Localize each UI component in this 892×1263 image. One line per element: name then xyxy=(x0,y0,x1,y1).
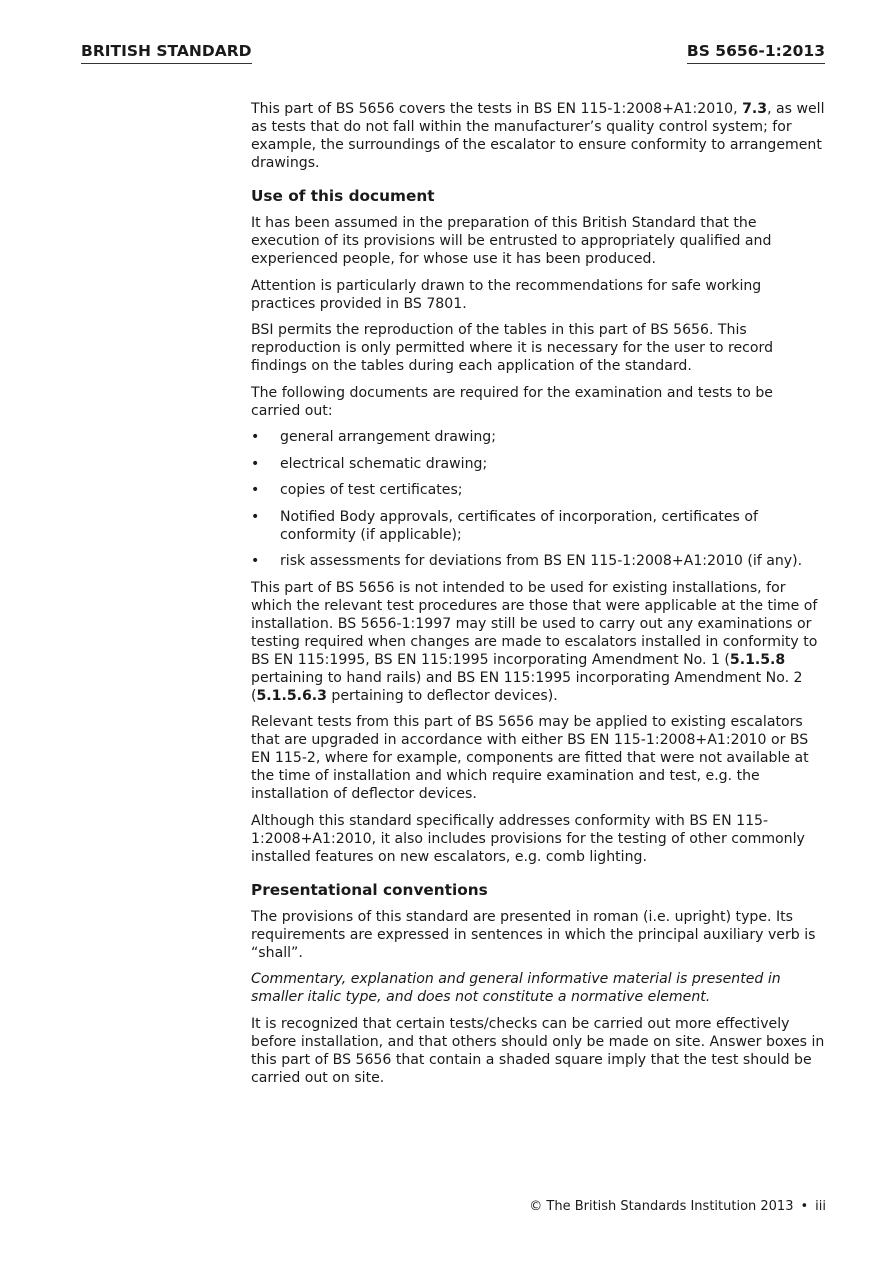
paragraph: Although this standard specifically addresses conformity with BS EN 115-1:2008+A1:2010, it also includes provisions for the testing of other commonly installed features on new escalators, e.g. comb lighting. xyxy=(251,812,805,865)
copyright-notice: © The British Standards Institution 2013 xyxy=(529,1199,794,1214)
clause-reference: 7.3 xyxy=(742,101,768,117)
required-documents-list xyxy=(251,428,826,570)
list-item: • risk assessments for deviations from BS EN 115-1:2008+A1:2010 (if any). xyxy=(251,552,826,570)
clause-reference: 5.1.5.6.3 xyxy=(256,687,327,704)
footer-separator: • xyxy=(800,1199,809,1214)
paragraph: The following documents are required for the examination and tests to be carried out: xyxy=(251,384,773,419)
page-footer xyxy=(529,1199,826,1215)
section-heading-use: Use of this document xyxy=(251,187,435,205)
list-item: • general arrangement drawing; xyxy=(251,428,826,446)
paragraph-text: This part of BS 5656 is not intended to be used for existing installations, for which the relevant test procedures are those that were applicable at the time of installation. BS 5656-1:1997 may still be used to carry out any examinations or testing required when changes are made to escalators installed in conformity to BS EN 115:1995, BS EN 115:1995 incorporating Amendment No. 1 ( xyxy=(251,579,818,668)
paragraph-existing-installations xyxy=(251,579,826,705)
list-item: • electrical schematic drawing; xyxy=(251,455,826,473)
intro-paragraph xyxy=(251,100,826,172)
paragraph: BSI permits the reproduction of the tables in this part of BS 5656. This reproduction is only permitted where it is necessary for the user to record findings on the tables during each application of the standard. xyxy=(251,322,774,374)
paragraph: It is recognized that certain tests/checks can be carried out more effectively before installation, and that others should only be made on site. Answer boxes in this part of BS 5656 that contain a shaded square imply that the test should be carried out on site. xyxy=(251,1015,825,1086)
clause-reference: 5.1.5.8 xyxy=(729,651,786,668)
header-document-number: BS 5656-1:2013 xyxy=(687,40,825,64)
list-item: • copies of test certificates; xyxy=(251,481,826,499)
paragraph: It has been assumed in the preparation of this British Standard that the execution of its provisions will be entrusted to appropriately qualified and experienced people, for whose use it has been produced. xyxy=(251,215,772,267)
paragraph: Relevant tests from this part of BS 5656 may be applied to existing escalators that are upgraded in accordance with either BS EN 115-1:2008+A1:2010 or BS EN 115-2, where for example, components are fitted that were not available at the time of installation and which require examination and test, e.g. the installation of deflector devices. xyxy=(251,714,809,802)
document-body xyxy=(251,100,826,1095)
paragraph-text: pertaining to hand rails) and BS EN 115:1995 incorporating Amendment No. 2 ( xyxy=(251,669,803,704)
paragraph: The provisions of this standard are presented in roman (i.e. upright) type. Its requirements are expressed in sentences in which the principal auxiliary verb is “shall”. xyxy=(251,908,816,961)
page-number: iii xyxy=(815,1199,826,1214)
header-left-title: BRITISH STANDARD xyxy=(81,40,252,64)
commentary-paragraph xyxy=(251,970,826,1006)
list-item: • Notified Body approvals, certificates of incorporation, certificates of conformity (if applicable); xyxy=(251,508,826,544)
paragraph-text: pertaining to deflector devices). xyxy=(326,687,558,704)
paragraph: Attention is particularly drawn to the recommendations for safe working practices provided in BS 7801. xyxy=(251,277,762,312)
intro-text-continued: , as well as tests that do not fall within the manufacturer’s quality control system; for example, the surroundings of the escalator to ensure conformity to arrangement drawings. xyxy=(251,101,825,171)
italic-text: Commentary, explanation and general informative material is presented in smaller italic type, and does not constitute a normative element. xyxy=(251,971,781,1005)
section-heading-conventions: Presentational conventions xyxy=(251,880,488,899)
intro-text: This part of BS 5656 covers the tests in BS EN 115-1:2008+A1:2010, xyxy=(251,101,743,117)
